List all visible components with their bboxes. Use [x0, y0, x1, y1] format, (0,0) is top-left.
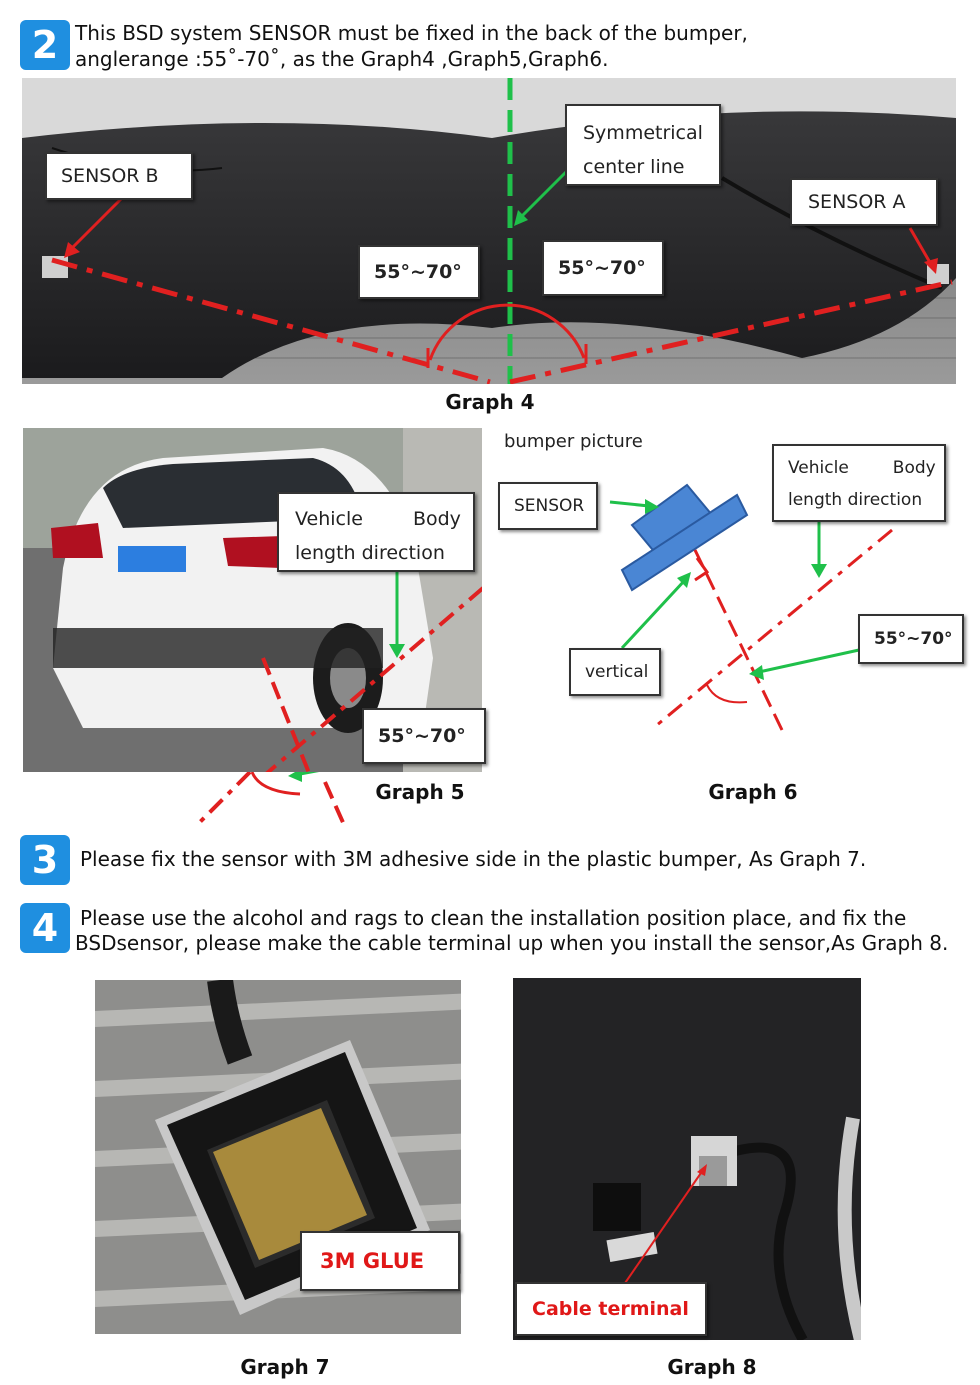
graph-6-sensor-label: SENSOR	[498, 482, 598, 530]
graph-6-title: bumper picture	[504, 431, 643, 452]
graph-5-caption: Graph 5	[375, 780, 465, 804]
graph-5-body-direction-line-2: length direction	[295, 542, 445, 564]
step-2-badge: 2	[20, 20, 70, 70]
step-3-text: Please fix the sensor with 3M adhesive side in the plastic bumper, As Graph 7.	[80, 847, 867, 871]
step-4-line-1: Please use the alcohol and rags to clean the installation position place, and fix the	[80, 906, 907, 930]
sensor-b-label: SENSOR B	[45, 152, 193, 200]
graph-6-caption: Graph 6	[708, 780, 798, 804]
body-word: Body	[412, 508, 461, 530]
angle-label-left: 55°~70°	[358, 245, 480, 299]
graph-6-body-direction-line-2: length direction	[788, 490, 923, 510]
step-4-badge: 4	[20, 903, 70, 953]
angle-label-right: 55°~70°	[542, 240, 664, 296]
graph-6-vertical-label: vertical	[569, 648, 661, 696]
graph-4-illustration	[22, 78, 956, 384]
glue-label: 3M GLUE	[300, 1231, 460, 1291]
graph-6-body-direction-label	[772, 444, 946, 522]
graph-7-caption: Graph 7	[240, 1355, 330, 1379]
graph-5-body-direction-line-1	[295, 502, 473, 536]
graph-4-caption: Graph 4	[445, 390, 535, 414]
graph-6-angle-label: 55°~70°	[858, 614, 964, 664]
sensor-a-label: SENSOR A	[790, 178, 938, 226]
graph-5-angle-label: 55°~70°	[362, 708, 486, 764]
symmetrical-center-line-label	[565, 104, 721, 186]
step-2-line-1: This BSD system SENSOR must be fixed in the back of the bumper,	[75, 21, 748, 45]
graph-8-caption: Graph 8	[667, 1355, 757, 1379]
body-word: Body	[892, 458, 936, 478]
center-line-text-1: Symmetrical	[583, 122, 703, 144]
graph-4-bumper-photo	[22, 78, 956, 384]
graph-5-body-direction-label	[277, 492, 475, 572]
center-line-text-2: center line	[583, 156, 685, 178]
step-2-line-2: anglerange :55˚-70˚, as the Graph4 ,Graph5,Graph6.	[75, 47, 609, 71]
graph-6-body-direction-line-1	[788, 452, 944, 484]
cable-terminal-label: Cable terminal	[515, 1282, 707, 1336]
graph-5-angle-overlay	[190, 772, 360, 832]
vehicle-word: Vehicle	[295, 508, 363, 530]
step-4-line-2: BSDsensor, please make the cable terminal up when you install the sensor,As Graph 8.	[75, 931, 949, 955]
vehicle-word: Vehicle	[788, 458, 849, 478]
step-3-badge: 3	[20, 835, 70, 885]
